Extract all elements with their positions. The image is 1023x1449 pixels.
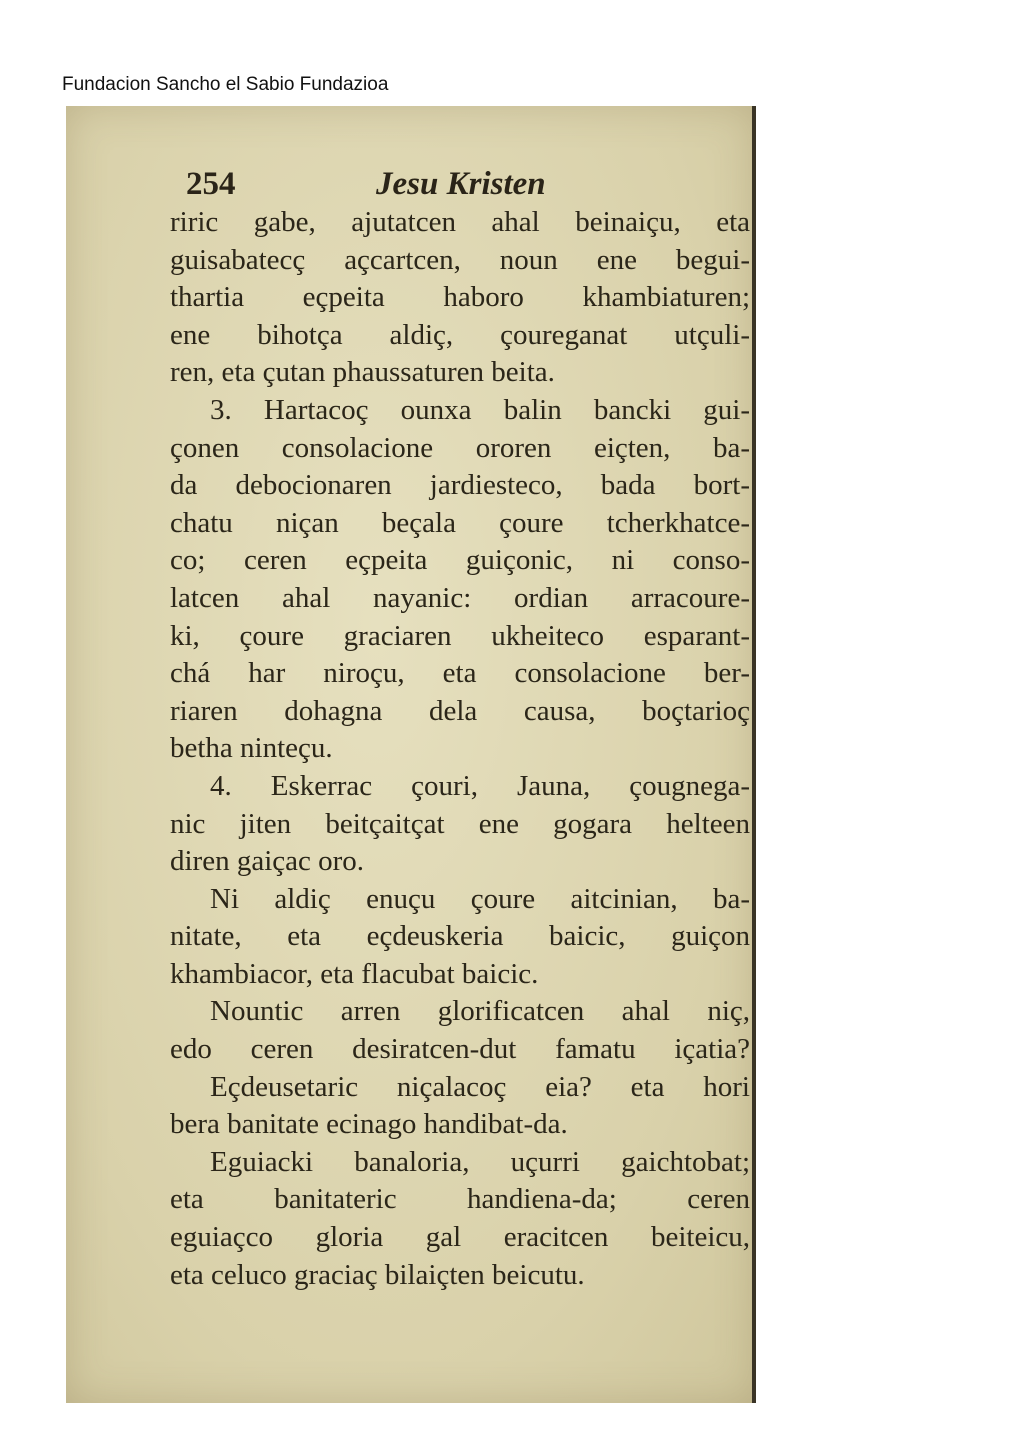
text-line: thartia eçpeita haboro khambiaturen;	[170, 281, 750, 314]
running-title: Jesu Kristen	[376, 166, 546, 202]
text-line: Ni aldiç enuçu çoure aitcinian, ba-	[210, 882, 750, 915]
text-line: Eçdeusetaric niçalacoç eia? eta hori	[210, 1070, 750, 1103]
text-line: 4. Eskerrac çouri, Jauna, çougnega-	[210, 769, 750, 802]
text-line: ren, eta çutan phaussaturen beita.	[170, 356, 555, 389]
text-line: betha ninteçu.	[170, 732, 333, 765]
text-line: ene bihotça aldiç, çoureganat utçuli-	[170, 318, 750, 351]
text-line: 3. Hartacoç ounxa balin bancki gui-	[210, 393, 750, 426]
text-line: nic jiten beitçaitçat ene gogara helteen	[170, 807, 750, 840]
text-line: khambiacor, eta flacubat baicic.	[170, 957, 539, 990]
running-head	[186, 166, 646, 206]
text-line: co; ceren eçpeita guiçonic, ni conso-	[170, 544, 750, 577]
source-header: Fundacion Sancho el Sabio Fundazioa	[62, 74, 389, 95]
text-line: chatu niçan beçala çoure tcherkhatce-	[170, 506, 750, 539]
text-line: guisabatecç açcartcen, noun ene begui-	[170, 243, 750, 276]
text-line: çonen consolacione ororen eiçten, ba-	[170, 431, 750, 464]
text-line: riric gabe, ajutatcen ahal beinaiçu, eta	[170, 206, 750, 238]
page-number: 254	[186, 166, 236, 202]
text-line: bera banitate ecinago handibat-da.	[170, 1108, 568, 1141]
text-line: nitate, eta eçdeuskeria baicic, guiçon	[170, 920, 750, 953]
text-line: latcen ahal nayanic: ordian arracoure-	[170, 581, 750, 614]
text-line: diren gaiçac oro.	[170, 845, 365, 878]
text-line: ki, çoure graciaren ukheiteco esparant-	[170, 619, 750, 652]
book-page-scan	[66, 106, 756, 1403]
text-line: eta celuco graciaç bilaiçten beicutu.	[170, 1258, 585, 1291]
page-body-text	[170, 204, 750, 1294]
text-line: eta banitateric handiena-da; ceren	[170, 1183, 750, 1216]
text-line: da debocionaren jardiesteco, bada bort-	[170, 469, 750, 502]
text-line: chá har niroçu, eta consolacione ber-	[170, 657, 750, 690]
text-line: edo ceren desiratcen-dut famatu içatia?	[170, 1033, 750, 1066]
text-line: Nountic arren glorificatcen ahal niç,	[210, 995, 750, 1028]
text-line: eguiaçco gloria gal eracitcen beiteicu,	[170, 1221, 750, 1254]
text-line: riaren dohagna dela causa, boçtarioç	[170, 694, 750, 727]
text-line: Eguiacki banaloria, uçurri gaichtobat;	[210, 1145, 750, 1178]
